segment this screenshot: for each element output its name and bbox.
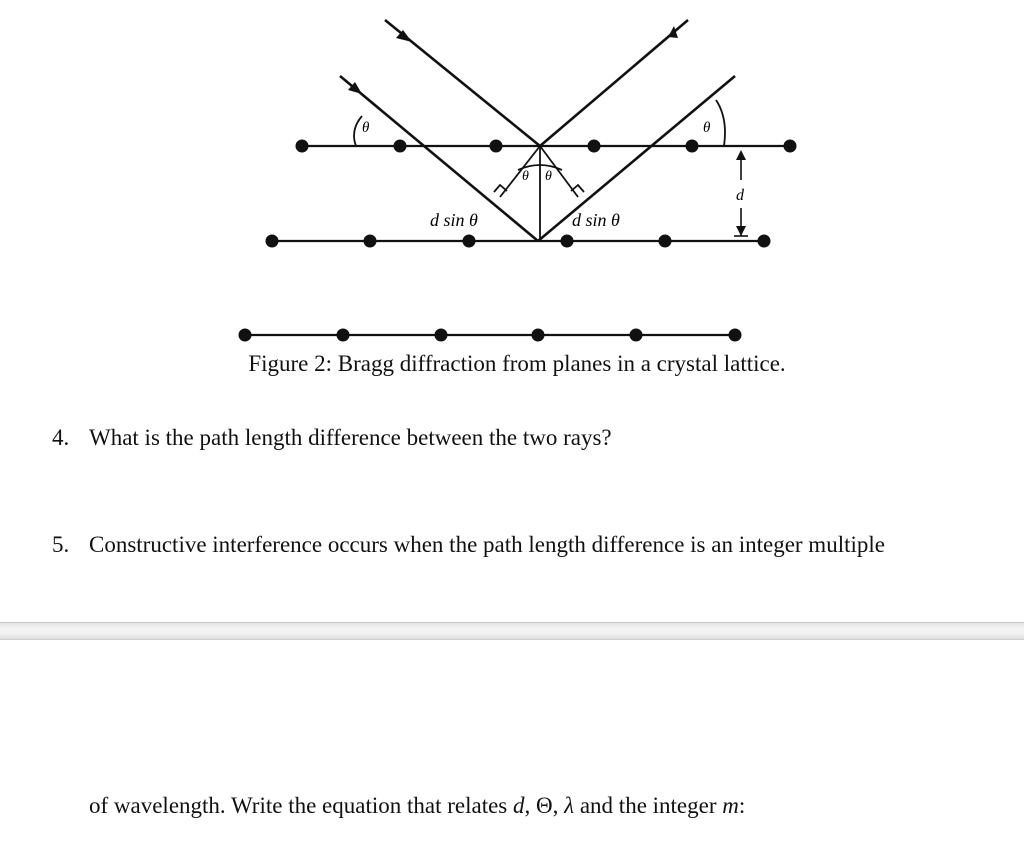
atom bbox=[490, 140, 503, 153]
separator: , bbox=[552, 793, 565, 818]
reflected-ray-upper bbox=[540, 20, 688, 146]
question-number: 5. bbox=[52, 532, 70, 557]
spacing-arrow-down bbox=[736, 226, 746, 236]
separator: , bbox=[524, 793, 536, 818]
spacing-arrow-up bbox=[736, 150, 746, 160]
theta-label-left: θ bbox=[362, 120, 370, 136]
variable-d: d bbox=[513, 793, 525, 818]
continuation-text: : bbox=[738, 793, 746, 818]
atom bbox=[296, 140, 309, 153]
atom bbox=[463, 235, 476, 248]
question-5 bbox=[52, 532, 885, 558]
reflected-ray-lower bbox=[538, 76, 735, 241]
atom bbox=[758, 235, 771, 248]
theta-label-right: θ bbox=[703, 120, 711, 136]
atom bbox=[686, 140, 699, 153]
continuation-text: and the integer bbox=[574, 793, 723, 818]
question-text: What is the path length difference between the two rays? bbox=[89, 425, 612, 450]
dsin-label-right: d sin θ bbox=[572, 210, 620, 230]
variable-m: m bbox=[722, 793, 739, 818]
bragg-diffraction-figure bbox=[0, 0, 1024, 400]
theta-label-center-left: θ bbox=[522, 169, 529, 184]
atom bbox=[394, 140, 407, 153]
atom bbox=[239, 329, 252, 342]
atom bbox=[588, 140, 601, 153]
question-5-continuation bbox=[89, 793, 745, 819]
spacing-label: d bbox=[736, 187, 744, 204]
page-divider bbox=[0, 622, 1024, 640]
variable-lambda: λ bbox=[564, 793, 575, 818]
theta-arc-left bbox=[354, 116, 362, 146]
atom bbox=[266, 235, 279, 248]
atom bbox=[630, 329, 643, 342]
continuation-text: of wavelength. Write the equation that relates bbox=[89, 793, 513, 818]
question-text: Constructive interference occurs when the path length difference is an integer multiple bbox=[89, 532, 885, 557]
dsin-label-left: d sin θ bbox=[430, 210, 478, 230]
atom bbox=[561, 235, 574, 248]
atom bbox=[729, 329, 742, 342]
ray-arrowheads bbox=[348, 26, 678, 94]
atom bbox=[532, 329, 545, 342]
theta-label-center-right: θ bbox=[545, 169, 552, 184]
question-4 bbox=[52, 425, 612, 451]
atom bbox=[659, 235, 672, 248]
variable-theta: Θ bbox=[536, 793, 553, 818]
question-number: 4. bbox=[52, 425, 70, 450]
atom bbox=[435, 329, 448, 342]
figure-caption: Figure 2: Bragg diffraction from planes in a crystal lattice. bbox=[248, 351, 786, 376]
atom bbox=[784, 140, 797, 153]
atom bbox=[364, 235, 377, 248]
atom bbox=[337, 329, 350, 342]
theta-arc-right bbox=[716, 100, 725, 146]
